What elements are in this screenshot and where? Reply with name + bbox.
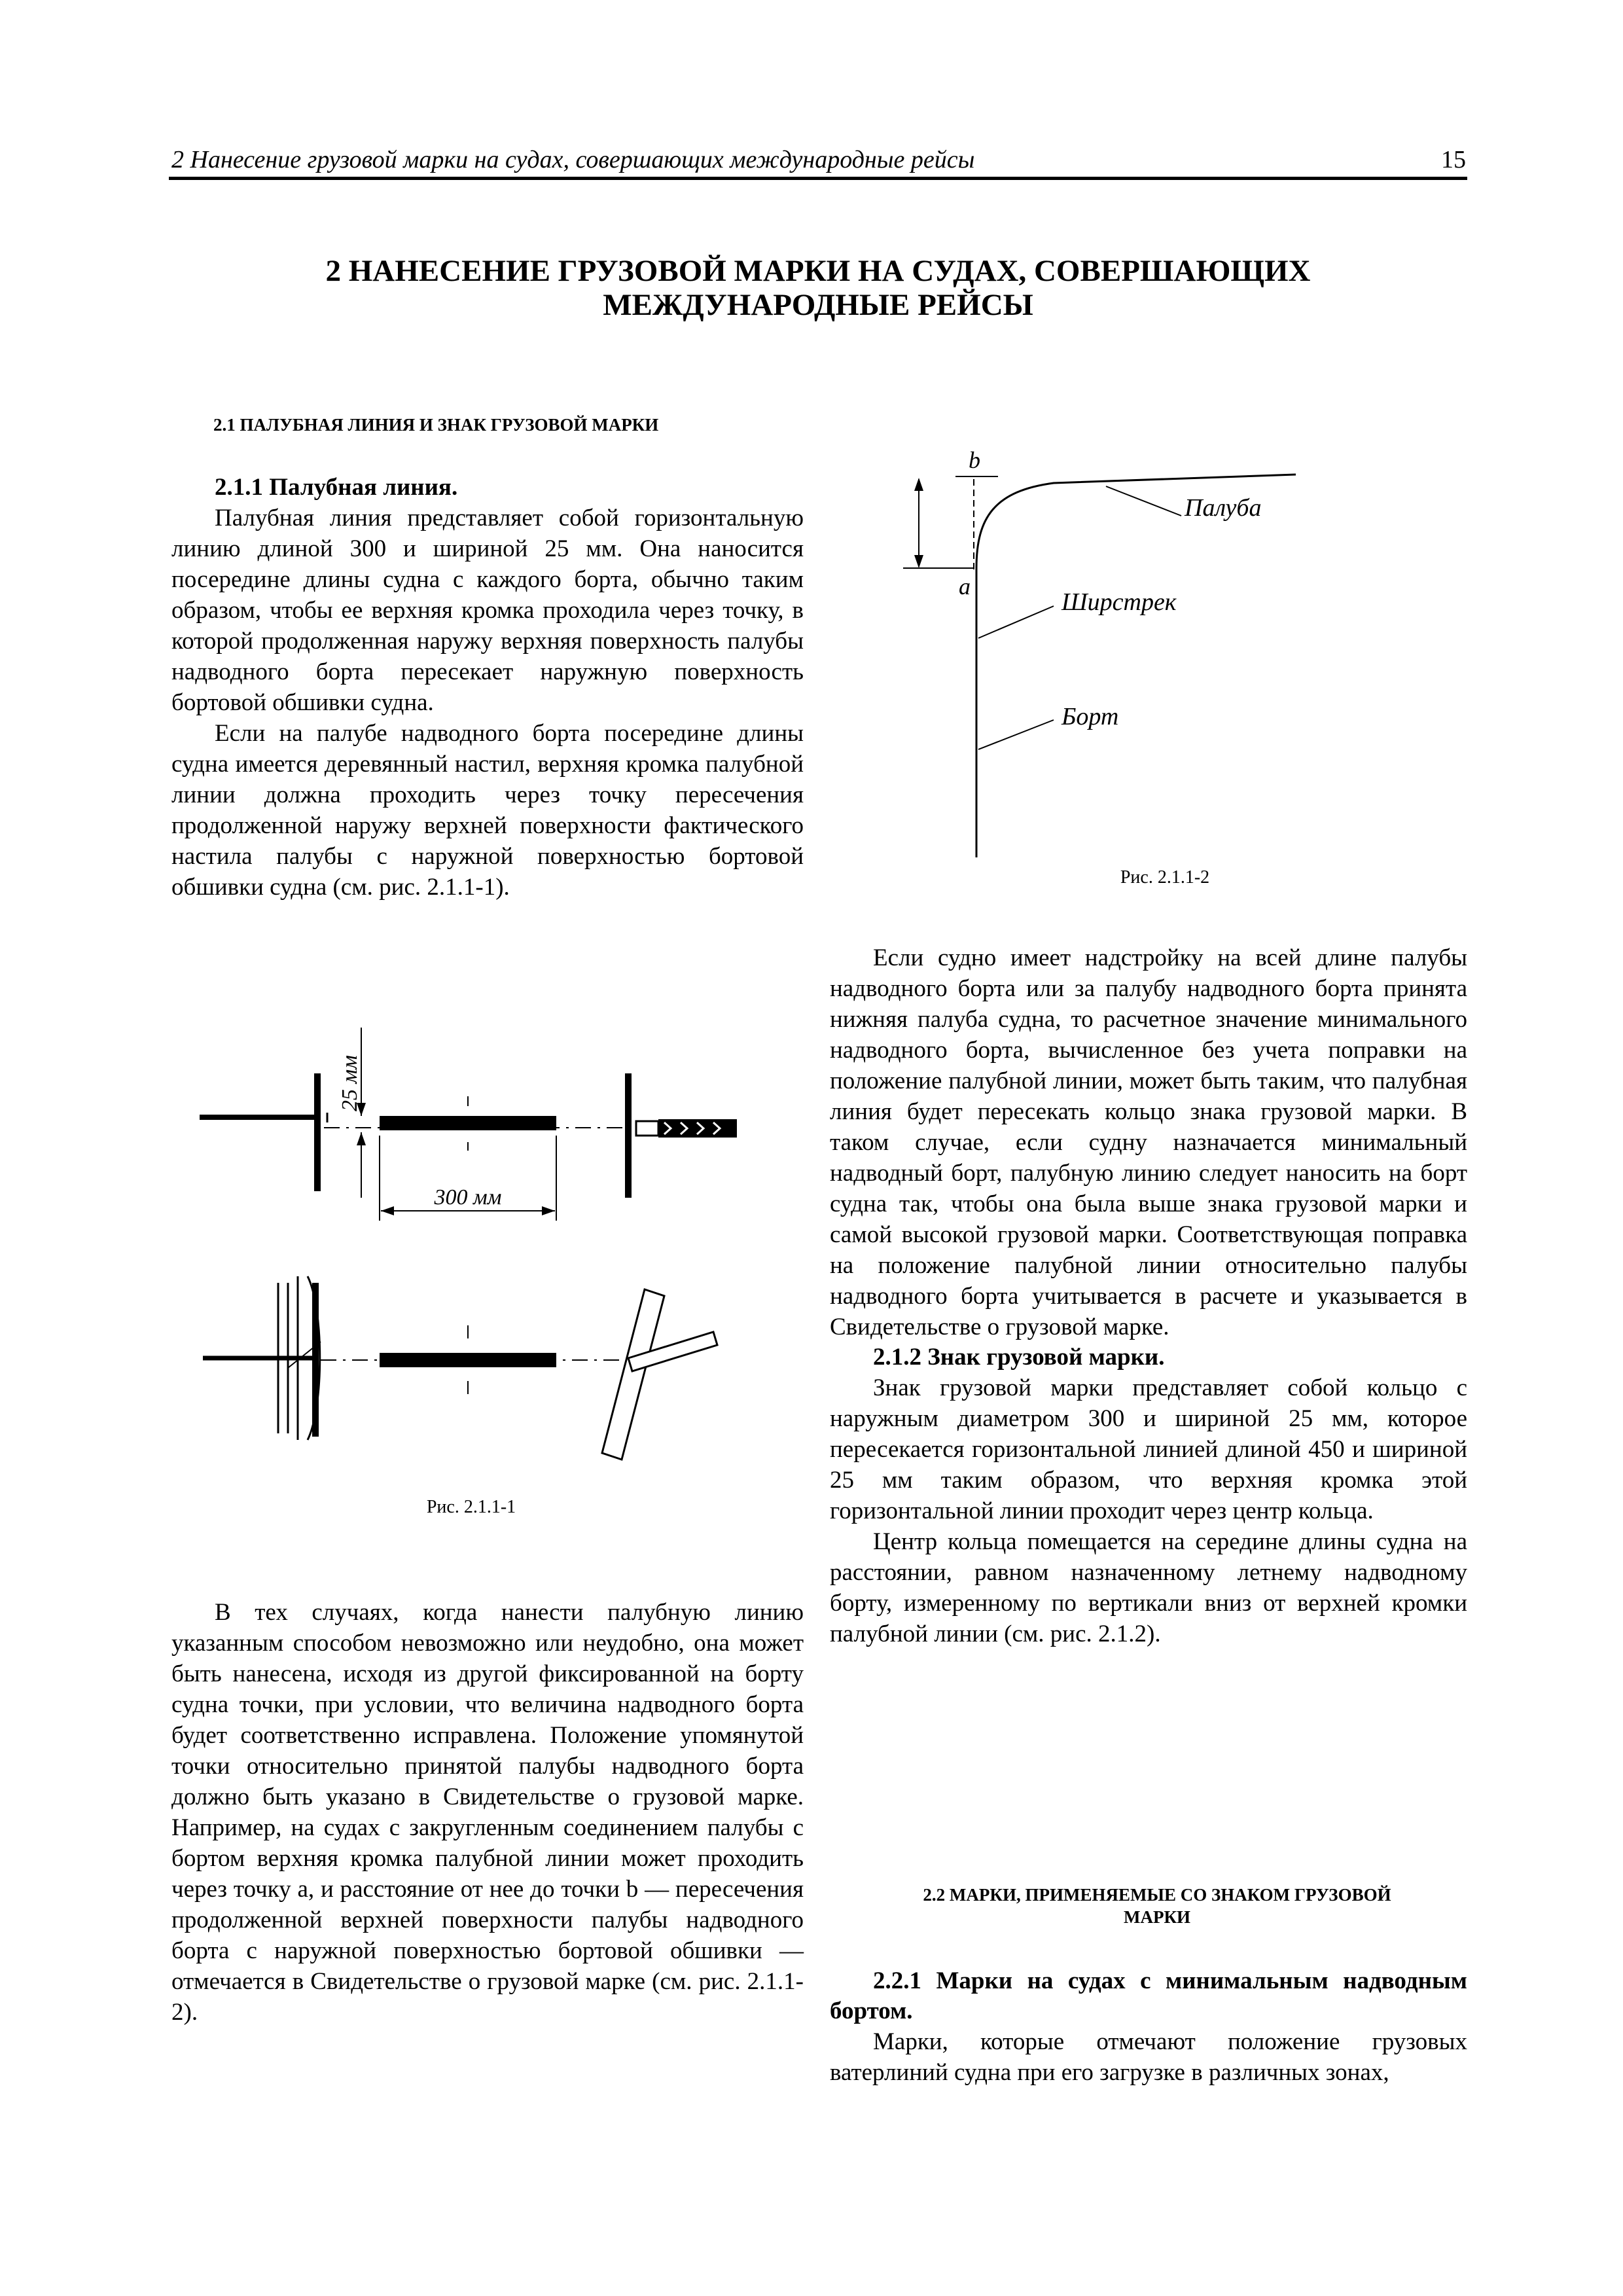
dim-height-label: 25 мм: [338, 1055, 362, 1111]
right-column-bottom: [830, 1966, 1467, 2088]
left-column-bottom: [171, 1597, 804, 2028]
paragraph-5: Знак грузовой марки представляет собой кольцо с наружным диаметром 300 и шириной 25 мм, которое пересекается горизонтальной линией длиной 450 и шириной 25 мм таким образом, что верхняя кромка этой горизонтальной линии проходит через центр кольца.: [830, 1374, 1467, 1524]
chapter-title: [169, 254, 1467, 322]
side-label: Борт: [1061, 703, 1119, 730]
point-b-label: b: [969, 447, 980, 473]
deck-line-bar: [380, 1116, 556, 1130]
section-heading-2-1: 2.1 ПАЛУБНАЯ ЛИНИЯ И ЗНАК ГРУЗОВОЙ МАРКИ: [213, 415, 659, 435]
section-heading-2-2-line1: 2.2 МАРКИ, ПРИМЕНЯЕМЫЕ СО ЗНАКОМ ГРУЗОВОЙ: [923, 1885, 1391, 1905]
dim-length-label: 300 мм: [434, 1185, 502, 1210]
stem-member: [602, 1289, 664, 1460]
subheading-2-2-1: 2.2.1 Марки на судах с минимальным надводным бортом.: [830, 1967, 1467, 2024]
paragraph-1: Палубная линия представляет собой горизонтальную линию длиной 300 и шириной 25 мм. Она наносится посередине длины судна с каждого борта, обычно таким образом, чтобы ее верхняя кромка проходила через точку, в которой продолженная наружу верхняя поверхность палубы надводного борта пересекает наружную поверхность бортовой обшивки судна.: [171, 505, 804, 716]
section-heading-2-2-line2: МАРКИ: [1123, 1907, 1191, 1927]
chapter-title-line1: 2 НАНЕСЕНИЕ ГРУЗОВОЙ МАРКИ НА СУДАХ, СОВЕРШАЮЩИХ: [325, 254, 1311, 288]
subheading-2-1-1: 2.1.1 Палубная линия.: [215, 474, 458, 501]
paragraph-2: Если на палубе надводного борта посередине длины судна имеется деревянный настил, верхняя кромка палубной линии должна проходить через точку пересечения продолженной наружу верхней поверхности фактического настила палубы с наружной поверхностью бортовой обшивки судна (см. рис. 2.1.1-1).: [171, 720, 804, 901]
deck-label: Палуба: [1185, 494, 1262, 522]
page-number: 15: [1441, 146, 1466, 173]
figure-deck-line: [190, 1001, 779, 1486]
sheerstrake-label: Ширстрек: [1061, 588, 1177, 616]
chapter-title-line2: МЕЖДУНАРОДНЫЕ РЕЙСЫ: [603, 288, 1033, 322]
header-rule: [169, 177, 1467, 180]
section-heading-2-2: [843, 1884, 1471, 1928]
paragraph-6: Центр кольца помещается на середине длины судна на расстоянии, равном назначенному летнему надводному борту, измеренному по вертикали вниз от верхней кромки палубной линии (см. рис. 2.1.2).: [830, 1528, 1467, 1647]
left-column-top: [171, 473, 804, 903]
figure-1-caption: Рис. 2.1.1-1: [426, 1497, 516, 1517]
figure-rounded-gunwale: [890, 439, 1315, 857]
subheading-2-1-2: 2.1.2 Знак грузовой марки.: [873, 1344, 1165, 1371]
paragraph-3: В тех случаях, когда нанести палубную линию указанным способом невозможно или неудобно, она может быть нанесена, исходя из другой фиксированной на борту судна точки, при условии, что величина надводного борта будет соответственно исправлена. Положение упомянутой точки относительно принятой палубы надводного борта должно быть указано в Свидетельстве о грузовой марке. Например, на судах с закругленным соединением палубы с бортом верхняя кромка палубной линии может проходить через точку а, и расстояние от нее до точки b — пересечения продолженной верхней поверхности палубы надводного борта с наружной поверхностью бортовой обшивки — отмечается в Свидетельстве о грузовой марке (см. рис. 2.1.1-2).: [171, 1599, 804, 2026]
deck-line-bar-lower: [380, 1353, 556, 1367]
running-header-title: 2 Нанесение грузовой марки на судах, совершающих международные рейсы: [171, 146, 975, 173]
paragraph-7: Марки, которые отмечают положение грузовых ватерлиний судна при его загрузке в различных зонах,: [830, 2028, 1467, 2086]
point-a-label: a: [959, 573, 971, 600]
hull-outline: [976, 475, 1296, 857]
paragraph-4: Если судно имеет надстройку на всей длине палубы надводного борта или за палубу надводного борта принята нижняя палуба судна, то расчетное значение минимального надводного борта, вычисленное без учета поправки на положение палубной линии, может быть таким, что палубная линия будет пересекать кольцо знака грузовой марки. В таком случае, если судну назначается минимальный надводный борт, палубную линию следует наносить на борт судна так, чтобы она была выше знака грузовой марки и самой высокой грузовой марки. Соответствующая поправка на положение палубной линии относительно палубы надводного борта учитывается в расчете и указывается в Свидетельстве о грузовой марке.: [830, 944, 1467, 1340]
right-column-top: [830, 942, 1467, 1649]
figure-2-caption: Рис. 2.1.1-2: [1120, 867, 1210, 888]
